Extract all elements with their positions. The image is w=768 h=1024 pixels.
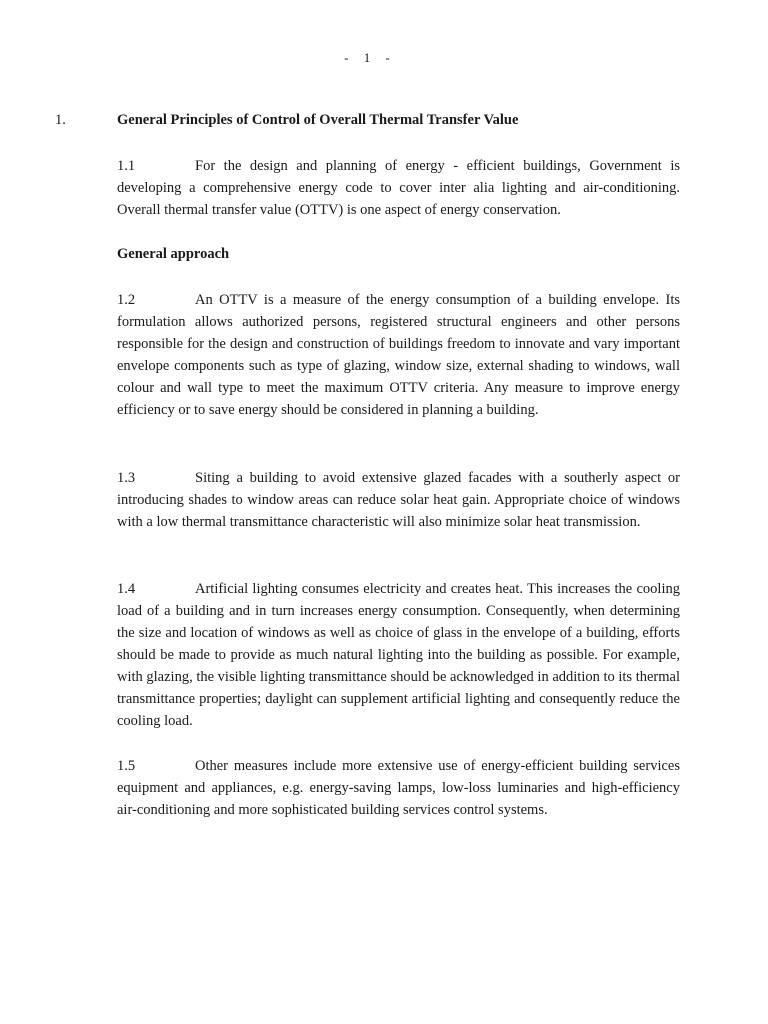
paragraph-number: 1.2	[117, 292, 136, 308]
subheading-general-approach: General approach	[117, 246, 230, 262]
paragraph-1-1	[117, 155, 680, 221]
paragraph-number: 1.5	[117, 758, 136, 774]
paragraph-text: Other measures include more extensive use of energy-efficient building services equipment and appliances, e.g. energy-saving lamps, low-loss luminaries and high-efficiency air-conditioning and more sophisticated building services control systems.	[117, 758, 680, 818]
paragraph-text: An OTTV is a measure of the energy consumption of a building envelope. Its formulation allows authorized persons, registered structural engineers and other persons responsible for the design and construction of buildings freedom to innovate and vary important envelope components such as type of glazing, window size, external shading to windows, wall colour and wall type to meet the maximum OTTV criteria. Any measure to improve energy efficiency or to save energy should be considered in planning a building.	[117, 292, 680, 418]
paragraph-number: 1.1	[117, 158, 136, 174]
paragraph-1-3	[117, 467, 680, 533]
paragraph-number: 1.4	[117, 581, 136, 597]
paragraph-number: 1.3	[117, 470, 136, 486]
paragraph-1-2	[117, 289, 680, 421]
paragraph-text: Artificial lighting consumes electricity and creates heat. This increases the cooling load of a building and in turn increases energy consumption. Consequently, when determining the size and location of windows as well as choice of glass in the envelope of a building, efforts should be made to provide as much natural lighting into the building as possible. For example, with glazing, the visible lighting transmittance should be acknowledged in addition to its thermal transmittance properties; daylight can supplement artificial lighting and consequently reduce the cooling load.	[117, 581, 680, 729]
section-title: General Principles of Control of Overall Thermal Transfer Value	[117, 112, 519, 128]
paragraph-text: For the design and planning of energy - efficient buildings, Government is developing a comprehensive energy code to cover inter alia lighting and air-conditioning. Overall thermal transfer value (OTTV) is one aspect of energy conservation.	[117, 158, 680, 218]
section-number: 1.	[55, 112, 66, 128]
paragraph-1-4	[117, 578, 680, 732]
paragraph-text: Siting a building to avoid extensive glazed facades with a southerly aspect or introducing shades to window areas can reduce solar heat gain. Appropriate choice of windows with a low thermal transmittance characteristic will also minimize solar heat transmission.	[117, 470, 680, 530]
page-number: - 1 -	[344, 50, 396, 65]
paragraph-1-5	[117, 755, 680, 821]
